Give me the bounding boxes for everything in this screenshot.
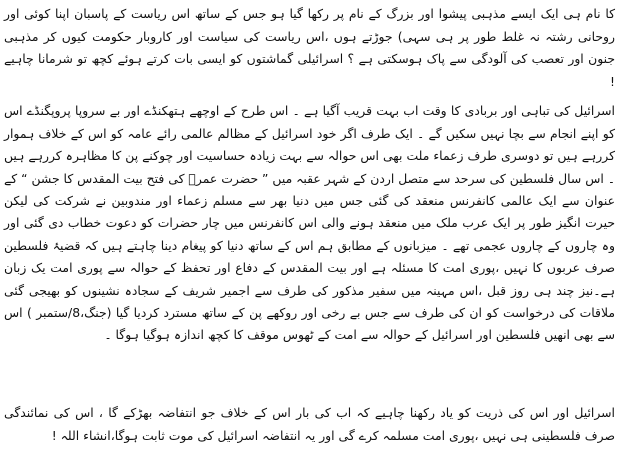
paragraph-opening: کا نام ہی ایک ایسے مذہبی پیشوا اور بزرگ کے نام پر رکھا گیا ہو جس کے ساتھ اس ریاست کے پاسبان اپنا کوئی اور روحانی رشتہ نہ غلط طور پر ہی سہی) جوڑتے ہوں ،اس ریاست کی سیاست اور کاروبار حکومت کیوں کر مذہبی جنون اور تعصب کی آلودگی سے پاک ہوسکتی ہے ؟ اسرائیلی گماشتوں کو ایسی بات کرتے ہوئے کچھ تو شرمانا چاہیے ! bbox=[4, 6, 615, 89]
paragraph-closing: اسرائیل اور اس کی ذریت کو یاد رکھنا چاہیے کہ اب کی بار اس کے خلاف جو انتفاضہ بھڑکے گا ، اس کی نمائندگی صرف فلسطینی ہی نہیں ،پوری امت مسلمہ کرے گی اور یہ انتفاضہ اسرائیل کی موت ثابت ہوگا،انشاء اللہ ! bbox=[4, 405, 615, 443]
paragraph-body: اسرائیل کی تباہی اور بربادی کا وقت اب بہت قریب آگیا ہے ۔ اس طرح کے اوچھے ہتھکنڈے اور بے سروپا پروپگنڈے اس کو اپنے انجام سے بچا نہیں سکیں گے ۔ ایک طرف اگر خود اسرائیل کے مظالم عالمی رائے عامہ کو اس کے خلاف ہموار کررہے ہیں تو دوسری طرف زعماء ملت بھی اس حوالہ سے بہت زیادہ حساسیت اور چوکنے پن کا مظاہرہ کررہے ہیں ۔ اس سال فلسطین کی سرحد سے متصل اردن کے شہر عقبہ میں ” حضرت عمرؓ کی فتح بیت المقدس کا جشن “ کے عنوان سے ایک عالمی کانفرنس منعقد کی گئی جس میں دنیا بھر سے مسلم زعماء اور مندوبین نے شرکت کی لیکن حیرت انگیز طور پر ایک عرب ملک میں منعقد ہونے والی اس کانفرنس میں چار حضرات کو دعوت خطاب دی گئی اور وہ چاروں کے چاروں عجمی تھے ۔ میزبانوں کے مطابق ہم اس کے ساتھ دنیا کو پیغام دینا چاہتے ہیں کہ قضیۂ فلسطین صرف عربوں کا نہیں ،پوری امت کا مسئلہ ہے اور بیت المقدس کے دفاع اور تحفظ کے حوالہ سے پوری امت یک زبان ہے۔نیز چند ہی روز قبل ،اس مہینہ میں سفیر مذکور کی طرف سے اجمیر شریف کے سجادہ نشینوں کو بھیجی گئی ملاقات کی درخواست کو ان کی طرف سے جس بے رخی اور روکھے پن کے ساتھ مسترد کردیا گیا (جنگ،8/ستمبر ) اس سے بھی انھیں فلسطین اور اسرائیل کے حوالہ سے امت کے ٹھوس موقف کا کچھ اندازہ ہوگیا ہوگا ۔ bbox=[4, 103, 615, 343]
